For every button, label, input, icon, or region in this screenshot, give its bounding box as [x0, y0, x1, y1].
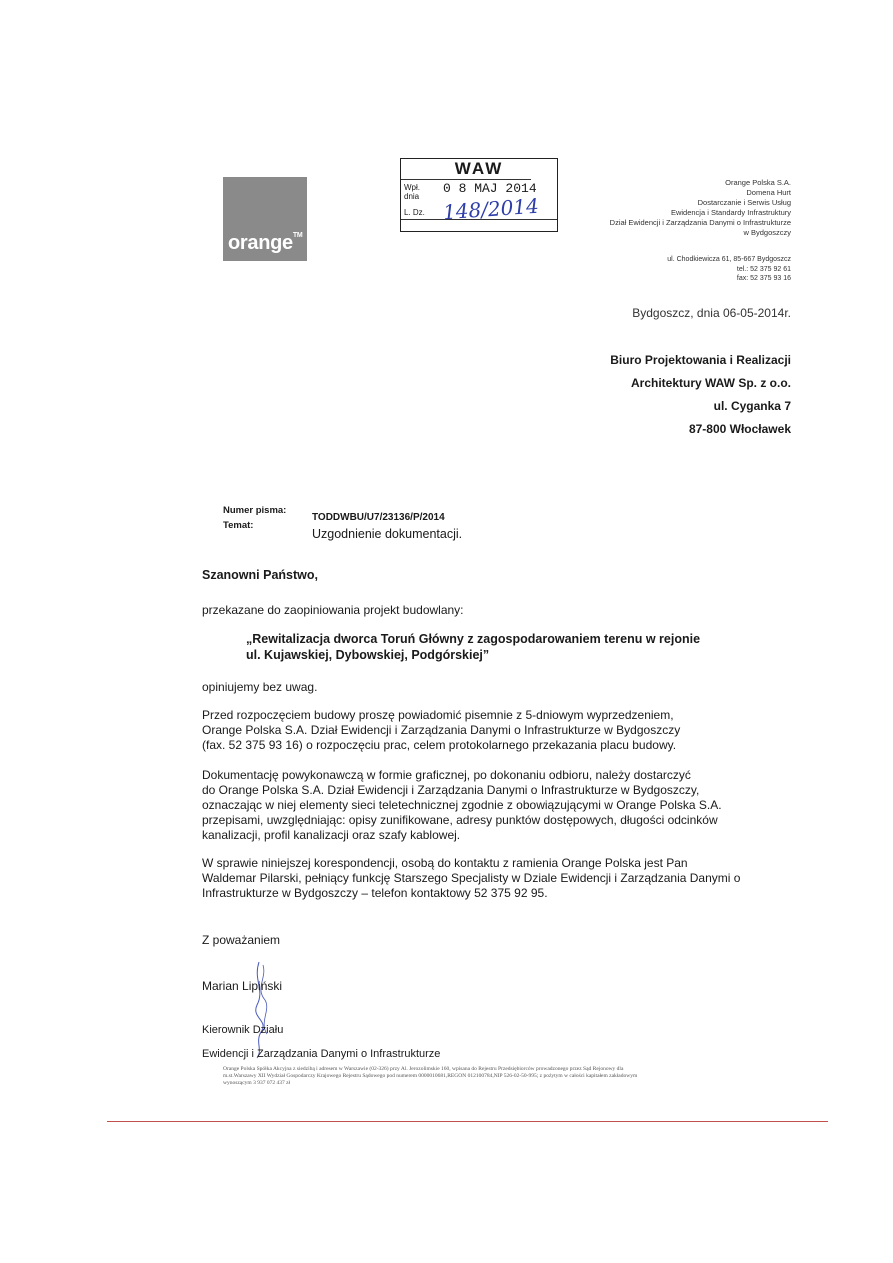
legal-footer: [223, 1066, 793, 1087]
sender-address: [600, 255, 791, 284]
sender-line: w Bydgoszczy: [743, 228, 791, 237]
sender-fax: fax: 52 375 93 16: [736, 275, 791, 282]
stamp-title: WAW: [454, 159, 504, 178]
paragraph-line: Przed rozpoczęciem budowy proszę powiadomić pisemnie z 5-dniowym wyprzedzeniem,: [202, 708, 674, 722]
recipient-line: Biuro Projektowania i Realizacji: [610, 353, 791, 367]
sender-line: Domena Hurt: [746, 188, 791, 197]
paragraph-line: oznaczając w niej elementy sieci teletechnicznej zgodnie z obowiązującymi w Orange Polska S.A.: [202, 798, 722, 812]
project-title: [246, 631, 786, 663]
project-title-line: „Rewitalizacja dworca Toruń Główny z zagospodarowaniem terenu w rejonie: [246, 632, 701, 646]
subject-label: Temat:: [223, 520, 254, 531]
sender-block: [560, 178, 791, 238]
handwritten-signature: [245, 960, 285, 1060]
paragraph-line: W sprawie niniejszej korespondencji, osobą do kontaktu z ramienia Orange Polska jest Pan: [202, 856, 688, 870]
sender-line: Ewidencja i Standardy Infrastruktury: [670, 208, 791, 217]
paragraph-contact: [202, 856, 802, 901]
stamp-date: 0 8 MAJ 2014: [443, 181, 537, 196]
greeting: Szanowni Państwo,: [202, 568, 318, 582]
sender-line: Dostarczanie i Serwis Usług: [697, 198, 791, 207]
number-label: Numer pisma:: [223, 505, 287, 516]
sender-address-line: ul. Chodkiewicza 61, 85-667 Bydgoszcz: [667, 256, 791, 263]
orange-logo: [223, 177, 307, 261]
sender-line: Orange Polska S.A.: [725, 178, 791, 187]
signatory-department: Ewidencji i Zarządzania Danymi o Infrastrukturze: [202, 1048, 441, 1060]
intro-paragraph: przekazane do zaopiniowania projekt budowlany:: [202, 603, 464, 617]
legal-line: wynoszącym 3 937 072 437 zł: [223, 1080, 291, 1086]
recipient-line: ul. Cyganka 7: [713, 399, 791, 413]
stamp-dnia-label: dnia: [404, 192, 420, 201]
document-subject: Uzgodnienie dokumentacji.: [312, 527, 463, 541]
legal-line: Orange Polska Spółka Akcyjna z siedzibą i adresem w Warszawie (02-326) przy Al. Jerozolimskie 160, wpisana do Rejestru Przedsiębiorców prowadzonego przez Sąd Rejonowy dla: [223, 1066, 624, 1072]
paragraph-line: Infrastrukturze w Bydgoszczy – telefon kontaktowy 52 375 92 95.: [202, 886, 548, 900]
logo-text: orange™: [228, 232, 303, 254]
paragraph-documentation: [202, 768, 802, 843]
paragraph-line: (fax. 52 375 93 16) o rozpoczęciu prac, celem protokolarnego przekazania placu budowy.: [202, 738, 677, 752]
project-title-line: ul. Kujawskiej, Dybowskiej, Podgórskiej”: [246, 648, 490, 662]
place-date: Bydgoszcz, dnia 06-05-2014r.: [632, 306, 791, 320]
signatory-title: Kierownik Działu: [202, 1024, 284, 1036]
paragraph-line: Waldemar Pilarski, pełniący funkcję Starszego Specjalisty w Dziale Ewidencji i Zarządzania Danymi o: [202, 871, 741, 885]
closing: Z poważaniem: [202, 933, 281, 947]
recipient-block: [560, 349, 791, 441]
paragraph-line: Orange Polska S.A. Dział Ewidencji i Zarządzania Danymi o Infrastrukturze w Bydgoszczy: [202, 723, 681, 737]
opinion-paragraph: opiniujemy bez uwag.: [202, 680, 318, 694]
legal-line: m.st.Warszawy XII Wydział Gospodarczy Krajowego Rejestru Sądowego pod numerem 0000010681,REGON 012100784,NIP 526-02-50-995; z pożytym w całości kapitałem zakładowym: [223, 1073, 638, 1079]
stamp-wpl-label: Wpł.: [404, 183, 420, 192]
sender-phone: tel.: 52 375 92 61: [736, 265, 791, 273]
stamp-ldz-label: L. Dz.: [404, 208, 425, 217]
recipient-line: Architektury WAW Sp. z o.o.: [630, 376, 791, 390]
paragraph-line: przepisami, uwzględniając: opisy zunifikowane, adresy punktów dostępowych, długości odcinków: [202, 813, 718, 827]
stamp-divider: [401, 179, 531, 180]
logo-tm: TM: [292, 232, 303, 239]
paragraph-line: Dokumentację powykonawczą w formie graficznej, po dokonaniu odbioru, należy dostarczyć: [202, 768, 691, 782]
paragraph-line: kanalizacji, profil kanalizacji oraz szafy kablowej.: [202, 828, 461, 842]
signatory-name: Marian Lipiński: [202, 979, 283, 993]
paragraph-notification: [202, 708, 802, 753]
stamp-handwritten-number: 148/2014: [442, 193, 540, 225]
sender-line: Dział Ewidencji i Zarządzania Danymi o Infrastrukturze: [609, 218, 791, 227]
paragraph-line: do Orange Polska S.A. Dział Ewidencji i Zarządzania Danymi o Infrastrukturze w Bydgoszczy,: [202, 783, 700, 797]
page-divider: [107, 1121, 828, 1122]
recipient-line: 87-800 Włocławek: [688, 422, 791, 436]
incoming-stamp: [400, 158, 558, 232]
document-number: TODDWBU/U7/23136/P/2014: [312, 512, 445, 523]
